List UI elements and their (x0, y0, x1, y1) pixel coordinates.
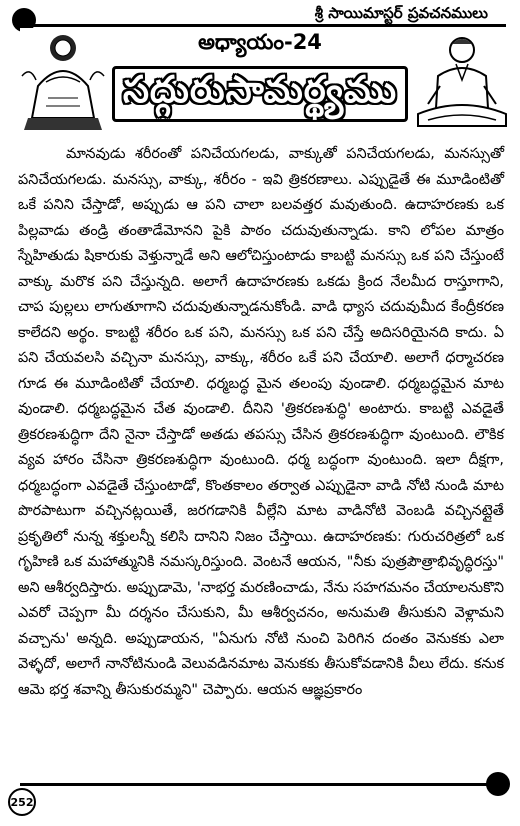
running-header-title: శ్రీ సాయిమాస్టర్ ప్రవచనములు (314, 4, 488, 22)
chapter-number: అధ్యాయం-24 (198, 30, 322, 54)
page-number: 252 (8, 788, 36, 816)
master-portrait-icon (408, 30, 514, 136)
chapter-body (18, 142, 504, 703)
chapter-title: సద్గురుసామర్థ్యము (122, 68, 398, 111)
footer-rule (20, 783, 506, 786)
footer-ornament-dot (486, 772, 510, 796)
body-paragraph: మానవుడు శరీరంతో పనిచేయగలడు, వాక్కుతో పనిచేయగలడు, మనస్సుతో పనిచేయగలడు. మనస్సు, వాక్కు, శరీరం - ఇవి త్రికరణాలు. ఎప్పుడైతే ఈ మూడింటితో ఒకే పనిని చేస్తాడో, అప్పుడు ఆ పని చాలా బలవత్తర మవుతుంది. ఉదాహరణకు ఒక పిల్లవాడు తండ్రి తంతాడేమోనని పైకి పాఠం చదువుతున్నాడు. కాని లోపల మాత్రం స్నేహితుడు షికారుకు వెళ్తున్నాడే అని ఆలోచిస్తుంటాడు కాబట్టి మనస్సు ఒక పని చేస్తుంటే వాక్కు మరొక పని చేస్తున్నది. అలాగే ఉదాహరణకు ఒకడు క్రింద నేలమీద రాస్తూగాని, చాప పుల్లలు లాగుతూగాని చదువుతున్నాడనుకోండి. వాడి ధ్యాస చదువుమీద కేంద్రీకరణ కాలేదని అర్థం. కాబట్టి శరీరం ఒక పని, మనస్సు ఒక పని చేస్తే అదిసరియైనది కాదు. ఏ పని చేయవలసి వచ్చినా మనస్సు, వాక్కు, శరీరం ఒకే పని చేయాలి. అలాగే ధర్మాచరణ గూడ ఈ మూడింటితో చేయాలి. ధర్మబద్ధ మైన తలంపు వుండాలి. ధర్మబద్ధమైన మాట వుండాలి. ధర్మబద్ధమైన చేత వుండాలి. దీనిని 'త్రికరణశుద్ధి' అంటారు. కాబట్టి ఎవడైతే త్రికరణశుద్ధిగా దేని నైనా చేస్తాడో అతడు తపస్సు చేసిన త్రికరణశుద్ధిగా వుంటుంది. లౌకిక వ్యవ హారం చేసినా త్రికరణశుద్ధిగా వుంటుంది. ధర్మ బద్ధంగా వుంటుంది. ఇలా దీక్షగా, ధర్మబద్ధంగా ఎవడైతే చేస్తుంటాడో, కొంతకాలం తర్వాత ఎప్పుడైనా వాడి నోటి నుండి మాట పొరపాటుగా వచ్చినట్లయితే, జరగడానికి వీల్లేని మాట వాడినోటి వెంబడి వచ్చినట్లైతే ప్రకృతిలో నున్న శక్తులన్నీ కలిసి దానిని నిజం చేస్తాయి. ఉదాహరణకు: గురుచరిత్రలో ఒక గృహిణి ఒక మహాత్మునికి నమస్కరిస్తుంది. వెంటనే ఆయన, "నీకు పుత్రపౌత్రాభివృద్ధిరస్తు" అని ఆశీర్వదిస్తారు. అప్పుడామె, 'నాభర్త మరణించాడు, నేను సహగమనం చేయాలనుకొని ఎవరో చెప్పగా మీ దర్శనం చేసుకుని, మీ ఆశీర్వచనం, అనుమతి తీసుకుని వెళ్లామని వచ్చాను' అన్నది. అప్పుడాయన, "ఏనుగు నోటి నుంచి పెరిగిన దంతం వెనుకకు ఎలా వెళ్ళదో, అలాగే నానోటినుండి వెలువడినమాట వెనుకకు తీసుకోవడానికి వీలు లేదు. కనుక ఆమె భర్త శవాన్ని తీసుకురమ్మని" చెప్పారు. ఆయన ఆజ్ఞప్రకారం (18, 146, 504, 698)
chapter-title-banner (112, 66, 408, 122)
